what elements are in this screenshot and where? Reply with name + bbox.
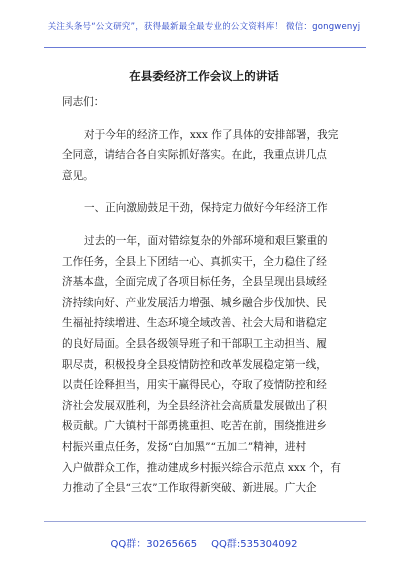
paragraph-line: 济基本盘，全面完成了各项目标任务，全县呈现出县域经 <box>62 276 327 289</box>
section-heading: 一、正向激励鼓足干劲，保持定力做好今年经济工作 <box>84 202 328 215</box>
paragraph-line: 对于今年的经济工作，xxx 作了具体的安排部署，我完 <box>84 128 339 141</box>
footer-divider <box>44 521 366 522</box>
paragraph-line: 济持续向好、产业发展活力增强、城乡融合步伐加快、民 <box>62 296 327 309</box>
paragraph-line: 全同意，请结合各自实际抓好落实。在此，我重点讲几点 <box>62 149 327 162</box>
header-notice: 关注头条号“公文研究”，获得最新最全最专业的公文资料库！ 微信：gongwenyj <box>47 22 361 32</box>
paragraph-1 <box>62 125 350 187</box>
document-body <box>62 92 350 499</box>
paragraph-line: 的良好局面。全县各级领导班子和干部职工主动担当、履 <box>62 337 327 350</box>
footer-qq-group-2: QQ群:535304092 <box>211 539 298 550</box>
paragraph-line: 工作任务，全县上下团结一心、真抓实干，全力稳住了经 <box>62 255 327 268</box>
paragraph-line: 极贡献。广大镇村干部勇挑重担、吃苦在前，围绕推进乡 <box>62 420 327 433</box>
footer-qq-group-1: QQ群：30265665 <box>110 539 198 550</box>
salutation: 同志们： <box>62 96 105 108</box>
paragraph-line: 济社会发展双胜利，为全县经济社会高质量发展做出了积 <box>62 399 327 412</box>
paragraph-line: 意见。 <box>62 169 94 182</box>
paragraph-line: 过去的一年，面对错综复杂的外部环境和艰巨繁重的 <box>84 234 328 247</box>
paragraph-line: 入户做群众工作，推动建成乡村振兴综合示范点 xxx 个，有 <box>62 461 341 474</box>
document-title: 在县委经济工作会议上的讲话 <box>129 69 279 83</box>
paragraph-line: 以责任诠释担当，用实干赢得民心，夺取了疫情防控和经 <box>62 379 327 392</box>
paragraph-line: 职尽责，积极投身全县疫情防控和改革发展稳定第一线， <box>62 358 327 371</box>
footer <box>0 535 408 550</box>
paragraph-line: 生福祉持续增进、生态环境全域改善、社会大局和谐稳定 <box>62 317 327 330</box>
paragraph-line: 村振兴重点任务，发扬“白加黑”“五加二”精神，进村 <box>62 440 307 453</box>
header-divider <box>44 47 366 48</box>
paragraph-2 <box>62 231 350 499</box>
paragraph-line: 力推动了全县“三农”工作取得新突破、新进展。广大企 <box>62 482 317 495</box>
